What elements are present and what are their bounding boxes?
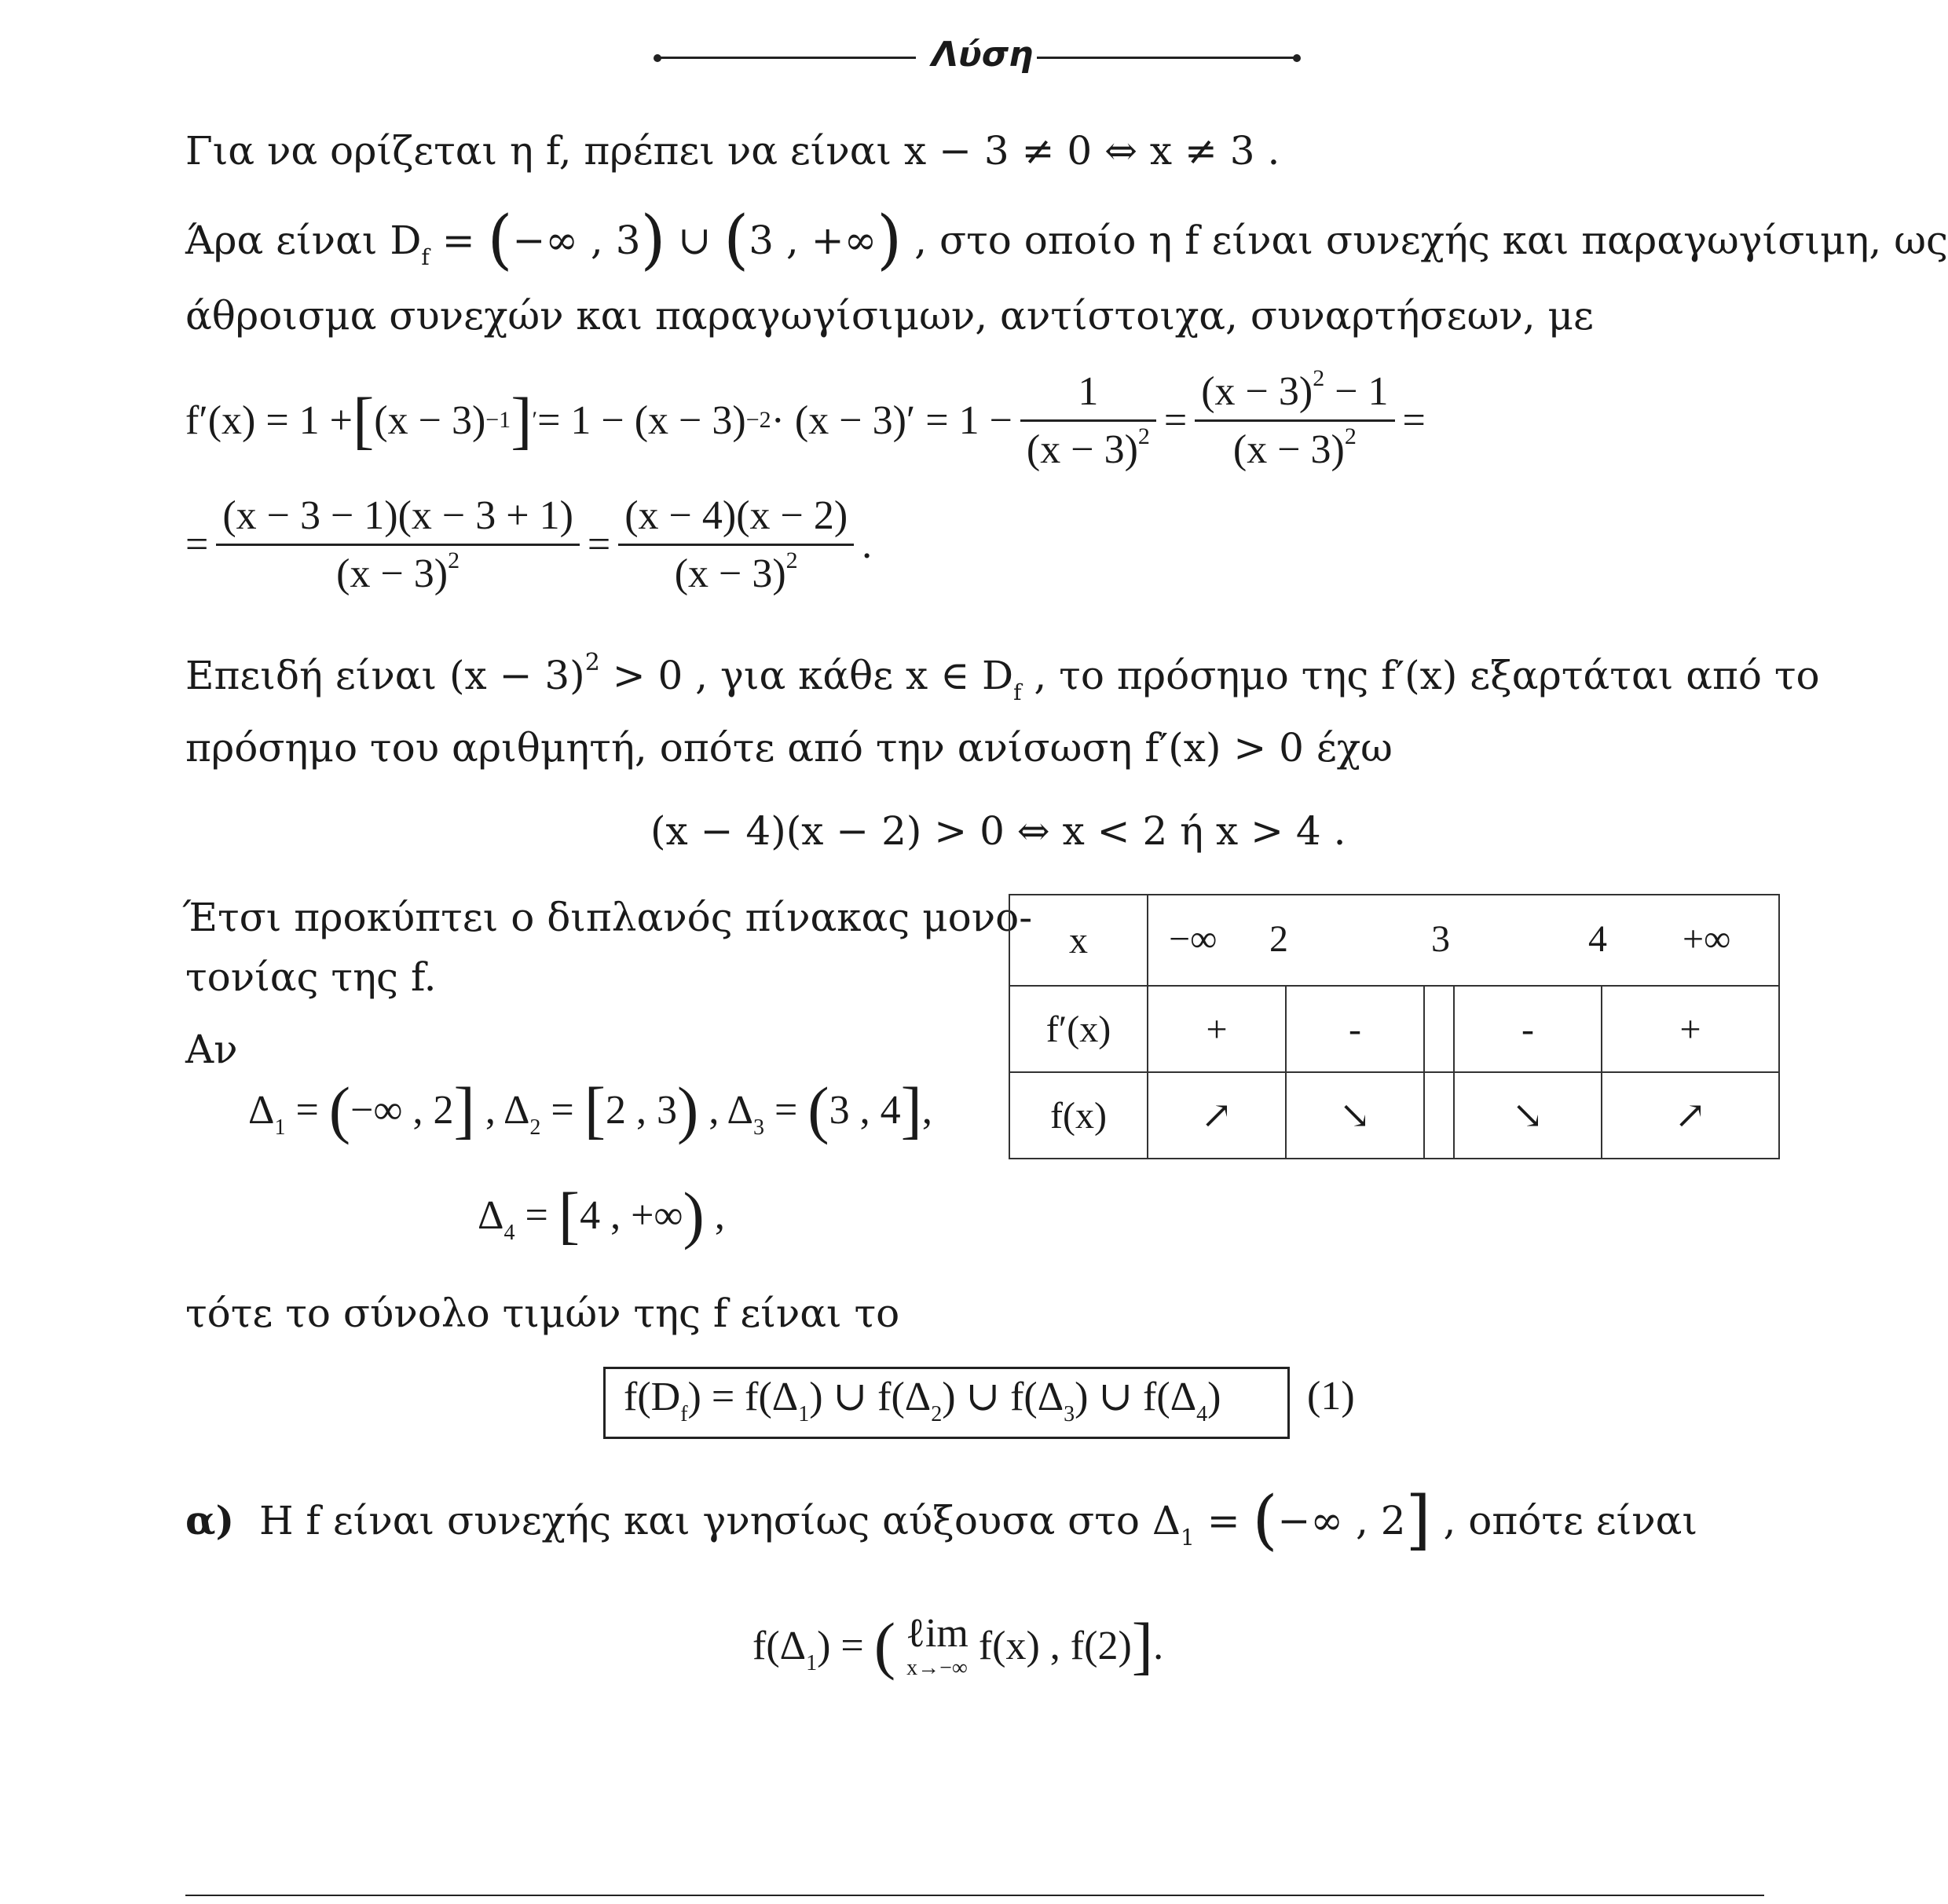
sign-cell: + [1148, 986, 1286, 1072]
derivative-line-2: = $\frac{(x - 3 - 1)(x - 3 + 1)}{(x - 3)^2}$ = $\frac{(x - 4)(x - 2)}{(x - 3)^2}$ . [185, 492, 873, 596]
undefined-gap [1424, 1072, 1454, 1159]
part-alpha-line: α) Η f είναι συνεχής και γνησίως αύξουσα στο $\Delta_1$ = (−∞ , 2] , οπότε είναι [185, 1483, 1698, 1558]
sign-cell: + [1602, 986, 1779, 1072]
point-2: 2 [1269, 918, 1288, 960]
row-derivative-label: f′(x) [1009, 986, 1148, 1072]
line-table-intro-2: τονίας της f. [185, 954, 437, 1000]
section-title: Λύση [932, 35, 1034, 75]
row-function-label: f(x) [1009, 1072, 1148, 1159]
line-if: Αν [185, 1027, 238, 1072]
point-plus-inf: +∞ [1683, 918, 1731, 960]
table-header-x: x [1009, 895, 1148, 986]
increasing-arrow-icon: ↗ [1148, 1072, 1286, 1159]
limit-operator: ℓim x→−∞ [906, 1611, 969, 1680]
line-domain-def: Άρα είναι $D_f$ = (−∞ , 3) ∪ (3 , +∞) , στο οποίο η f είναι συνεχής και παραγωγίσιμη, ως [185, 203, 1948, 277]
part-alpha-label: α) [185, 1497, 235, 1543]
title-dot-right [1293, 54, 1301, 62]
sign-cell: - [1454, 986, 1602, 1072]
line-domain-condition: Για να ορίζεται η f, πρέπει να είναι x − 3 ≠ 0 ⇔ x ≠ 3 . [185, 128, 1280, 174]
point-3: 3 [1431, 918, 1450, 960]
point-minus-inf: −∞ [1169, 918, 1218, 960]
title-rule-right [1037, 57, 1296, 59]
fraction-4: $\frac{(x - 4)(x - 2)}{(x - 3)^2}$ [618, 492, 854, 597]
increasing-arrow-icon: ↗ [1602, 1072, 1779, 1159]
fraction-1: $\frac{1}{(x - 3)^2}$ [1020, 368, 1156, 473]
monotonicity-table [1009, 894, 1780, 1159]
intervals-line: $\Delta_1$ = (−∞ , 2] , $\Delta_2 = [2$ , 3) , $\Delta_3 = (3$ , 4], [248, 1074, 932, 1145]
line-table-intro-1: Έτσι προκύπτει ο διπλανός πίνακας μονο- [182, 895, 1033, 940]
line-sum-continuous: άθροισμα συνεχών και παραγωγίσιμων, αντίστοιχα, συναρτήσεων, με [185, 293, 1594, 339]
table-header-points [1148, 895, 1779, 986]
derivative-line-1: f′(x) = 1 + [ (x − 3) −1 ] ′ = 1 − (x − 3) −2 · (x − 3)′ = 1 − $\frac{1}{(x - 3)^2}$ = $\frac{(x - 3)^2 - 1}{(x - 3)^2}$ = [185, 364, 1426, 472]
decreasing-arrow-icon: ↘ [1286, 1072, 1424, 1159]
line-sign-reason: Επειδή είναι $(x - 3)^2 > 0$ , για κάθε x ∈ $D_f$ , το πρόσημο της f′(x) εξαρτάται από το [185, 649, 1820, 705]
decreasing-arrow-icon: ↘ [1454, 1072, 1602, 1159]
equation-number: (1) [1307, 1374, 1355, 1419]
point-4: 4 [1588, 918, 1607, 960]
fraction-3: $\frac{(x - 3 - 1)(x - 3 + 1)}{(x - 3)^2}$ [216, 492, 580, 597]
interval-delta4: $\Delta_4 = [4$ , +∞) , [478, 1179, 725, 1250]
boxed-equation: $f(D_f) = f(\Delta_1)$ ∪ $f(\Delta_2)$ ∪ $f(\Delta_3)$ ∪ $f(\Delta_4)$ [624, 1375, 1221, 1426]
line-numerator-sign: πρόσημο του αριθμητή, οπότε από την ανίσωση f′(x) > 0 έχω [185, 725, 1393, 771]
line-range-intro: τότε το σύνολο τιμών της f είναι το [185, 1291, 900, 1336]
range-delta1-formula: $f(\Delta_1)$ = ( ℓim x→−∞ f(x) , f(2)]. [752, 1609, 1164, 1681]
fraction-2: $\frac{(x - 3)^2 - 1}{(x - 3)^2}$ [1195, 368, 1394, 473]
sign-cell: - [1286, 986, 1424, 1072]
undefined-gap [1424, 986, 1454, 1072]
inequality-solution: (x − 4)(x − 2) > 0 ⇔ x < 2 ή x > 4 . [650, 808, 1346, 854]
page-footer-rule [185, 1895, 1764, 1896]
title-rule-left [658, 57, 916, 59]
